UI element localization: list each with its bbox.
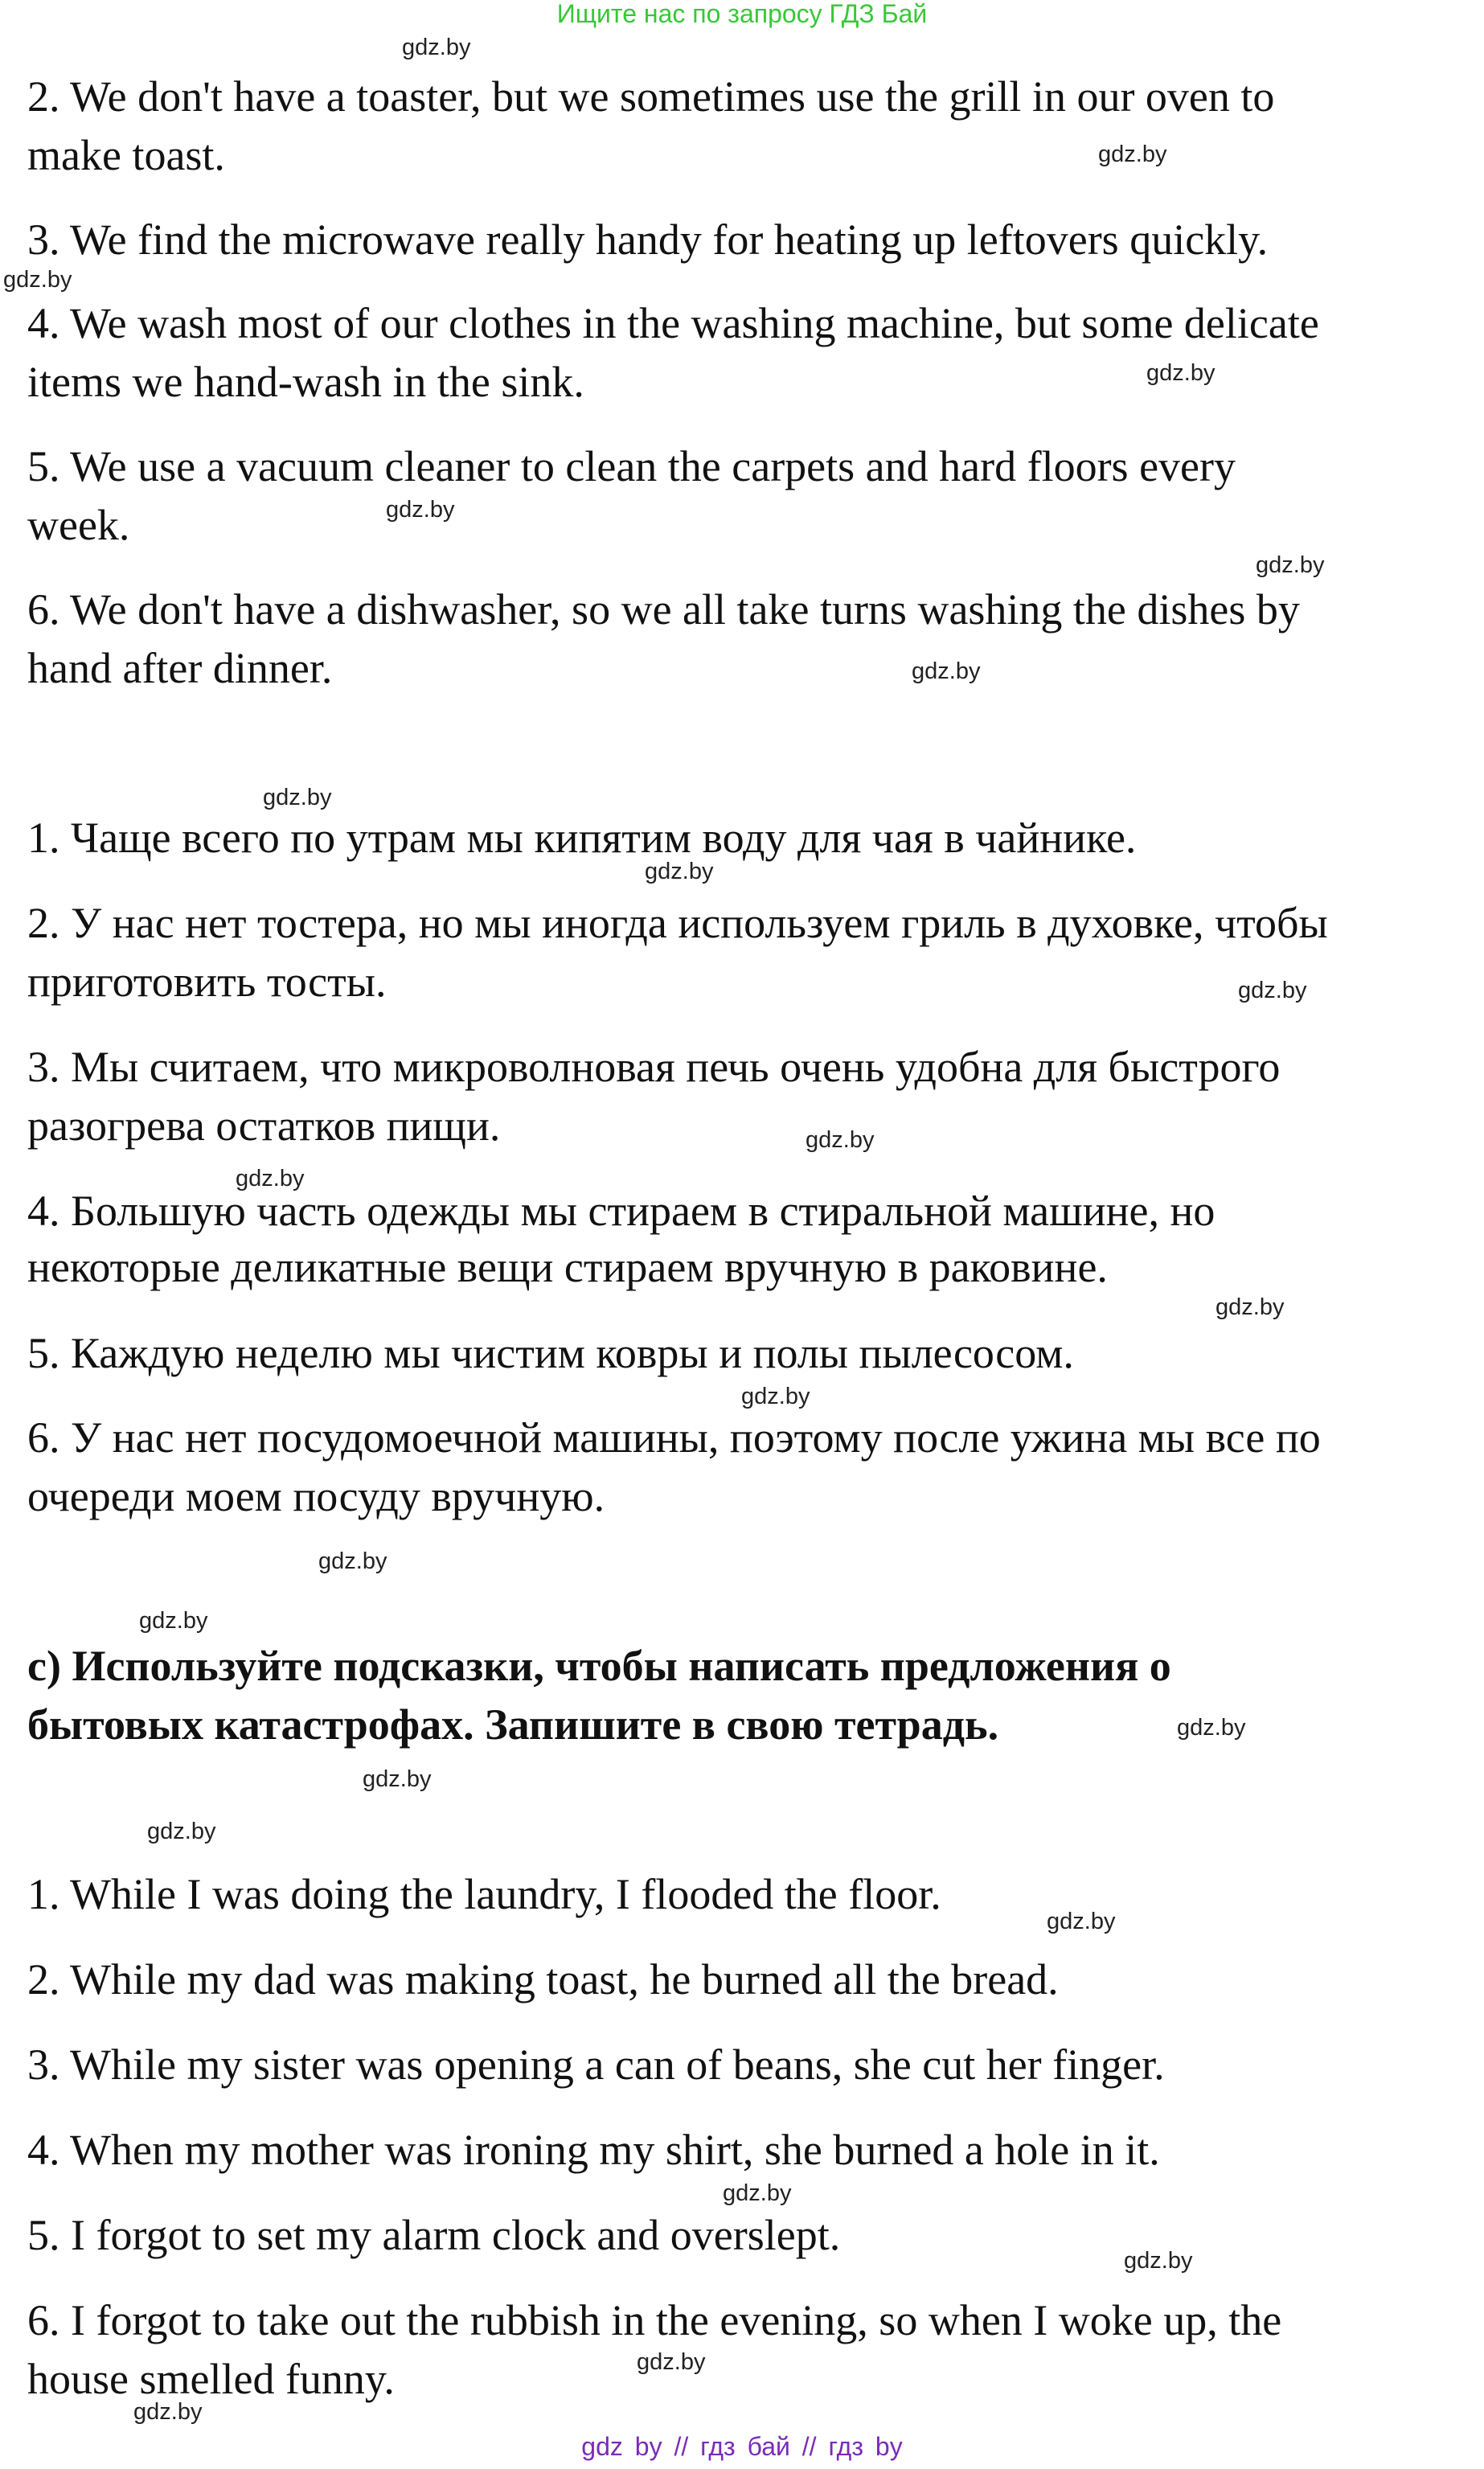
disaster-sentence-3: 3. While my sister was opening a can of beans, she cut her finger.: [27, 2040, 1165, 2089]
watermark: gdz.by: [402, 35, 471, 60]
disaster-sentence-6-line-1: 6. I forgot to take out the rubbish in the evening, so when I woke up, the: [27, 2296, 1282, 2344]
english-answer-5-line-2: week.: [27, 501, 130, 549]
watermark: gdz.by: [139, 1608, 208, 1634]
english-answer-2-line-1: 2. We don't have a toaster, but we sometimes use the grill in our oven to: [27, 72, 1275, 121]
watermark: gdz.by: [1215, 1294, 1285, 1320]
english-answer-5-line-1: 5. We use a vacuum cleaner to clean the carpets and hard floors every: [27, 442, 1236, 490]
watermark: gdz.by: [1124, 2248, 1193, 2274]
watermark: gdz.by: [263, 785, 332, 810]
watermark: gdz.by: [236, 1166, 305, 1191]
task-c-heading-line-2: бытовых катастрофах. Запишите в свою тетрадь.: [27, 1700, 999, 1749]
russian-translation-5-line-1: 5. Каждую неделю мы чистим ковры и полы пылесосом.: [27, 1329, 1074, 1377]
english-answer-3-line-1: 3. We find the microwave really handy for heating up leftovers quickly.: [27, 215, 1269, 264]
russian-translation-1-line-1: 1. Чаще всего по утрам мы кипятим воду для чая в чайнике.: [27, 814, 1137, 862]
watermark: gdz.by: [1146, 360, 1215, 386]
disaster-sentence-1: 1. While I was doing the laundry, I flooded the floor.: [27, 1870, 941, 1918]
russian-translation-6-line-1: 6. У нас нет посудомоечной машины, поэтому после ужина мы все по: [27, 1413, 1321, 1462]
watermark: gdz.by: [1256, 552, 1325, 578]
watermark: gdz.by: [318, 1548, 387, 1574]
watermark: gdz.by: [363, 1766, 432, 1792]
watermark: gdz.by: [741, 1384, 810, 1409]
watermark: gdz.by: [806, 1127, 875, 1153]
watermark: gdz.by: [1098, 141, 1167, 167]
russian-translation-3-line-1: 3. Мы считаем, что микроволновая печь очень удобна для быстрого: [27, 1043, 1281, 1091]
watermark: gdz.by: [147, 1819, 216, 1844]
watermark: gdz.by: [723, 2180, 792, 2206]
russian-translation-2-line-1: 2. У нас нет тостера, но мы иногда используем гриль в духовке, чтобы: [27, 899, 1328, 947]
watermark: gdz.by: [386, 497, 455, 523]
english-answer-4-line-2: items we hand-wash in the sink.: [27, 358, 584, 406]
english-answer-2-line-2: make toast.: [27, 131, 225, 179]
russian-translation-4-line-1: 4. Большую часть одежды мы стираем в стиральной машине, но: [27, 1187, 1215, 1235]
watermark: gdz.by: [3, 267, 72, 293]
disaster-sentence-4: 4. When my mother was ironing my shirt, she burned a hole in it.: [27, 2126, 1160, 2174]
disaster-sentence-5: 5. I forgot to set my alarm clock and overslept.: [27, 2211, 841, 2259]
watermark: gdz.by: [1177, 1715, 1246, 1741]
russian-translation-2-line-2: приготовить тосты.: [27, 958, 387, 1006]
task-c-heading-line-1: c) Используйте подсказки, чтобы написать предложения о: [27, 1642, 1171, 1690]
english-answer-6-line-2: hand after dinner.: [27, 644, 333, 692]
english-answer-4-line-1: 4. We wash most of our clothes in the washing machine, but some delicate: [27, 299, 1319, 347]
bottom-banner: gdz by // гдз бай // гдз by: [581, 2432, 903, 2461]
top-banner: Ищите нас по запросу ГДЗ Бай: [556, 0, 928, 28]
watermark: gdz.by: [645, 859, 714, 884]
russian-translation-3-line-2: разогрева остатков пищи.: [27, 1101, 501, 1150]
watermark: gdz.by: [133, 2399, 203, 2425]
watermark: gdz.by: [637, 2349, 706, 2375]
russian-translation-6-line-2: очереди моем посуду вручную.: [27, 1472, 605, 1520]
russian-translation-4-line-2: некоторые деликатные вещи стираем вручную в раковине.: [27, 1243, 1108, 1291]
disaster-sentence-6-line-2: house smelled funny.: [27, 2355, 395, 2403]
watermark: gdz.by: [912, 658, 981, 684]
watermark: gdz.by: [1047, 1909, 1116, 1934]
watermark: gdz.by: [1238, 978, 1307, 1003]
disaster-sentence-2: 2. While my dad was making toast, he burned all the bread.: [27, 1955, 1059, 2003]
english-answer-6-line-1: 6. We don't have a dishwasher, so we all take turns washing the dishes by: [27, 585, 1300, 634]
